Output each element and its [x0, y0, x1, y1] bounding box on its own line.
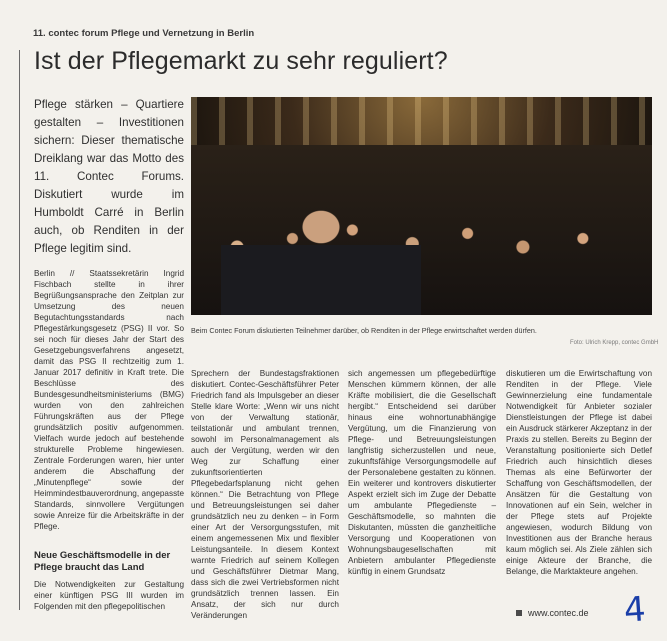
article-lead: Pflege stärken – Quartiere gestalten – Investitionen sichern: Dieser thematische Dreiklang war das Motto des 11. Contec Forums. Diskutiert wurde im Humboldt Carré in Berlin auch, ob Renditen in der Pflege legitim sind.: [34, 98, 184, 255]
body-column-1: Berlin // Staatssekretärin Ingrid Fischbach stellte in ihrer Begrüßungsansprache den Zeitplan zur Umsetzung des neuen Begutachtungsstandards nach Pflegestärkungsgesetz (PSG) II vor. So sei noch für dieses Jahr der Start des Gesetzgebungsverfahrens angesetzt, damit das PSG II rechtzeitig zum 1. Januar 2017 definitiv in Kraft trete. Die Beschlüsse des Bundesgesundheitsministeriums (BMG) wurden von den zahlreichen Führungskräften aus der Pflege grundsätzlich positiv aufgenommen. Vielfach wurde jedoch auf bestehende strukturelle Probleme hingewiesen. Zentrale Forderungen waren, hier unter anderem die Abschaffung der „Minutenpflege“ sowie der Heimmindestbauverordnung, angepasste Standards, sinnvollere Vergütungen sowie Anreize für die Arbeitskräfte in der Pflege.: [34, 269, 184, 531]
margin-rule: [19, 50, 20, 610]
article-title: Ist der Pflegemarkt zu sehr reguliert?: [34, 47, 448, 75]
section-subhead: Neue Geschäftsmodelle in der Pflege braucht das Land: [34, 550, 171, 573]
article-kicker: 11. contec forum Pflege und Vernetzung in Berlin: [33, 28, 255, 39]
footer-website-link[interactable]: [516, 608, 589, 618]
bullet-square-icon: [516, 610, 522, 616]
body-column-3: sich angemessen um pflegebedürftige Menschen kümmern können, der alle Kräfte mobilisiert, die die Gesellschaft hergibt.“ Entscheidend sei darüber hinaus eine wohnortunabhängige Vergütung, um die Finanzierung von Pflege- und Betreuungsleistungen langfristig sicherzustellen und neue, zukunftsfähige Versorgungsmodelle auf der Personalebene gestalten zu können. Ein weiterer und kontrovers diskutierter Aspekt erzielt sich im Zuge der Debatte um ambulante Pflegedienste – Geschäftsmodelle, so mahnten die Diskutanten, müssten die ganzheitliche Versorgung und Kooperationen von Wohnungsbaugesellschaften mit Anbietern ambulanter Pflegedienste künftig in einem Grundsatz: [348, 369, 496, 576]
foreground-attendee: [221, 205, 421, 315]
photo-credit: Foto: Ulrich Krepp, contec GmbH: [570, 340, 659, 346]
body-column-4: diskutieren um die Erwirtschaftung von Renditen in der Pflege. Viele Gewinnerzielung eine fundamentale Notwendigkeit für Anbieter sozialer Dienstleistungen der Pflege ist dabei ein Ausdruck stärkerer Akzeptanz in der Praxis zu stellen. Bereits zu Beginn der Veranstaltung positionierte sich Detlef Friedrich auch hinsichtlich dieses Themas als eine Befürworter der Schaffung von Geschäftsmodellen, der Ansätzen für die Gestaltung von Innovationen auf ein Sein, welcher in der Pflege stets auf Projekte angewiesen, wodurch Bildung von Investitionen aus der Branche heraus kaum möglich sei. Als Ziele zählen sich einige Akteure der Branche, die Belange, die Marktakteure angehen.: [506, 369, 652, 576]
body-column-1-continued: Die Notwendigkeiten zur Gestaltung einer künftigen PSG III wurden im Folgenden mit den pflegepolitischen: [34, 580, 184, 611]
body-column-2: Sprechern der Bundestagsfraktionen diskutiert. Contec-Geschäftsführer Peter Friedrich fand als Impulsgeber an dieser Stelle klare Worte: „Wenn wir uns nicht von der Verwaltung stationär, teilstationär und ambulant trennen, sowohl im Personalmanagement als auch der Vergütung, werden wir den Weg zur Schaffung einer zukunftsorientierten Pflegebedarfsplanung nicht gehen können.“ Die Betrachtung von Pflege und Betreuungsleistungen sei daher grundsätzlich neu zu denken – in Form einer Art der Versorgungsstufen, mit einem angemessenen Mix und flexibler Leistungsanteile. In diesem Kontext warnte Friedrich auf seinem Kollegen und Geschäftsführer Dietmar Mang, dass sich die zwei Vertriebsformen nicht grundsätzlich trennen lassen. Ein Ansatz, der sich nur durch Veränderungen: [191, 369, 339, 620]
handwritten-page-number: 4: [622, 589, 648, 631]
photo-caption: Beim Contec Forum diskutierten Teilnehmer darüber, ob Renditen in der Pflege erwirtschaftet werden dürfen.: [191, 326, 537, 335]
conference-photo: [191, 97, 652, 315]
footer-url: www.contec.de: [528, 608, 589, 618]
